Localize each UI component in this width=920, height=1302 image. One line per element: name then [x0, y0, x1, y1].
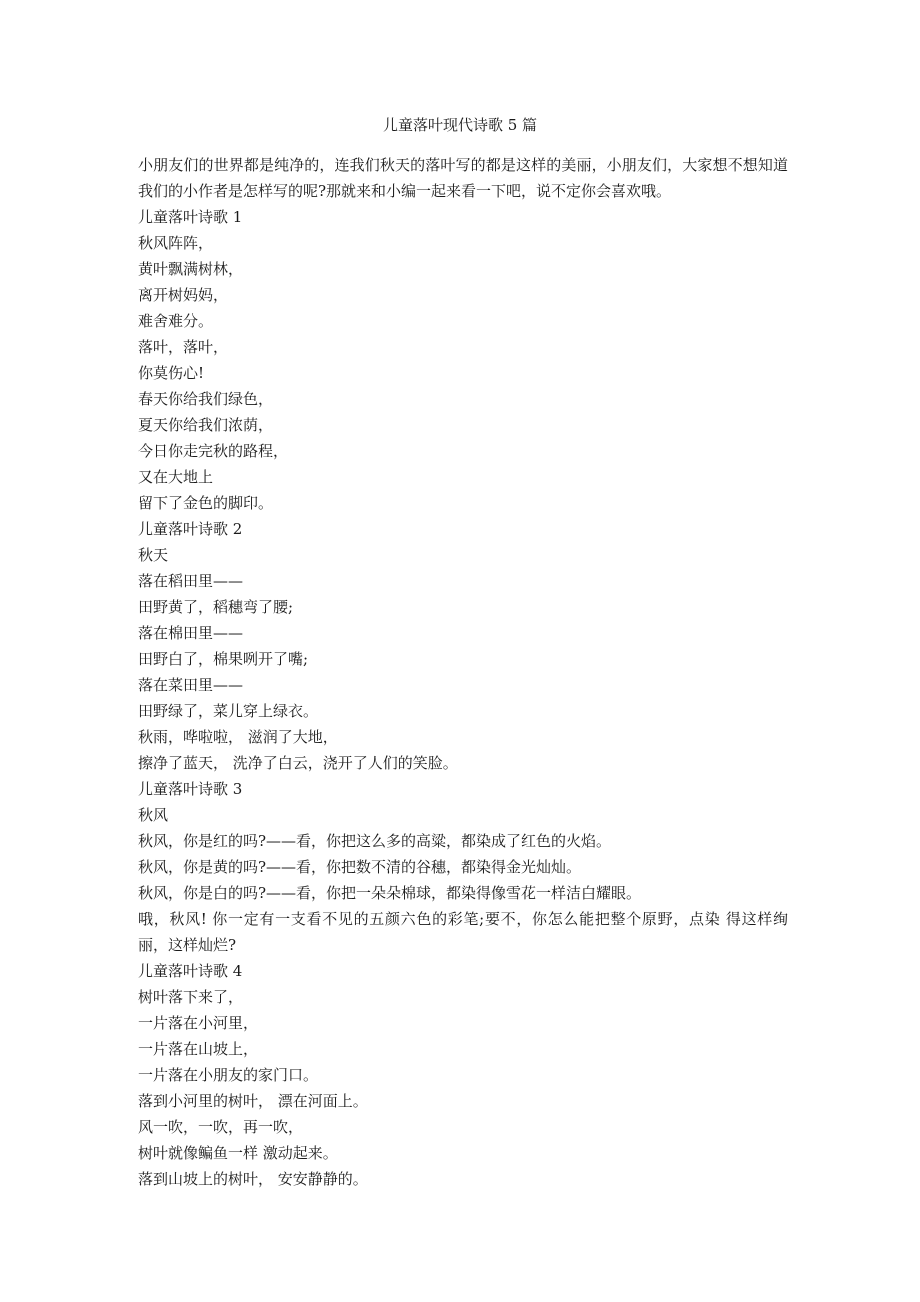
poem-line: 风一吹，一吹，再一吹，	[138, 1118, 304, 1136]
poem-line: 一片落在小朋友的家门口。	[138, 1066, 319, 1084]
poem-line: 今日你走完秋的路程，	[138, 442, 289, 460]
heading-poem-2: 儿童落叶诗歌 2	[138, 520, 243, 538]
poem-line: 田野白了，棉果咧开了嘴;	[138, 650, 309, 668]
poem-line: 落在菜田里——	[138, 676, 244, 694]
poem-line: 难舍难分。	[138, 312, 214, 330]
poem-line: 田野黄了，稻穗弯了腰;	[138, 598, 294, 616]
heading-poem-3: 儿童落叶诗歌 3	[138, 780, 243, 798]
poem-line: 落叶，落叶，	[138, 338, 229, 356]
poem-line: 离开树妈妈，	[138, 286, 229, 304]
heading-poem-4: 儿童落叶诗歌 4	[138, 962, 243, 980]
poem-line: 夏天你给我们浓荫，	[138, 416, 274, 434]
poem-line: 春天你给我们绿色，	[138, 390, 274, 408]
poem-line: 秋风，你是白的吗?——看，你把一朵朵棉球，都染得像雪花一样洁白耀眼。	[138, 884, 642, 902]
poem-line: 黄叶飘满树林，	[138, 260, 244, 278]
poem-paragraph: 哦，秋风! 你一定有一支看不见的五颜六色的彩笔;要不，你怎么能把整个原野，点染 得这样绚丽，这样灿烂?	[138, 910, 788, 954]
poem-line: 秋天	[138, 546, 169, 564]
document-title: 儿童落叶现代诗歌 5 篇	[382, 116, 538, 134]
poem-line: 擦净了蓝天， 洗净了白云，浇开了人们的笑脸。	[138, 754, 458, 772]
poem-line: 秋风，你是红的吗?——看，你把这么多的高粱，都染成了红色的火焰。	[138, 832, 612, 850]
poem-line: 秋风阵阵，	[138, 234, 214, 252]
poem-line: 树叶落下来了，	[138, 988, 244, 1006]
poem-line: 又在大地上	[138, 468, 214, 486]
poem-line: 秋风，你是黄的吗?——看，你把数不清的谷穗，都染得金光灿灿。	[138, 858, 582, 876]
poem-line: 秋风	[138, 806, 169, 824]
poem-line: 一片落在山坡上，	[138, 1040, 259, 1058]
document-body	[138, 152, 788, 1192]
poem-line: 落在稻田里——	[138, 572, 244, 590]
heading-poem-1: 儿童落叶诗歌 1	[138, 208, 243, 226]
poem-line: 留下了金色的脚印。	[138, 494, 274, 512]
poem-line: 树叶就像鳊鱼一样 激动起来。	[138, 1144, 338, 1162]
poem-line: 落在棉田里——	[138, 624, 244, 642]
poem-line: 落到小河里的树叶， 漂在河面上。	[138, 1092, 368, 1110]
poem-line: 秋雨，哗啦啦， 滋润了大地，	[138, 728, 338, 746]
intro-paragraph: 小朋友们的世界都是纯净的，连我们秋天的落叶写的都是这样的美丽，小朋友们，大家想不想知道我们的小作者是怎样写的呢?那就来和小编一起来看一下吧，说不定你会喜欢哦。	[138, 156, 788, 200]
poem-line: 落到山坡上的树叶， 安安静静的。	[138, 1170, 368, 1188]
poem-line: 一片落在小河里，	[138, 1014, 259, 1032]
poem-line: 田野绿了，菜儿穿上绿衣。	[138, 702, 319, 720]
poem-line: 你莫伤心!	[138, 364, 205, 382]
